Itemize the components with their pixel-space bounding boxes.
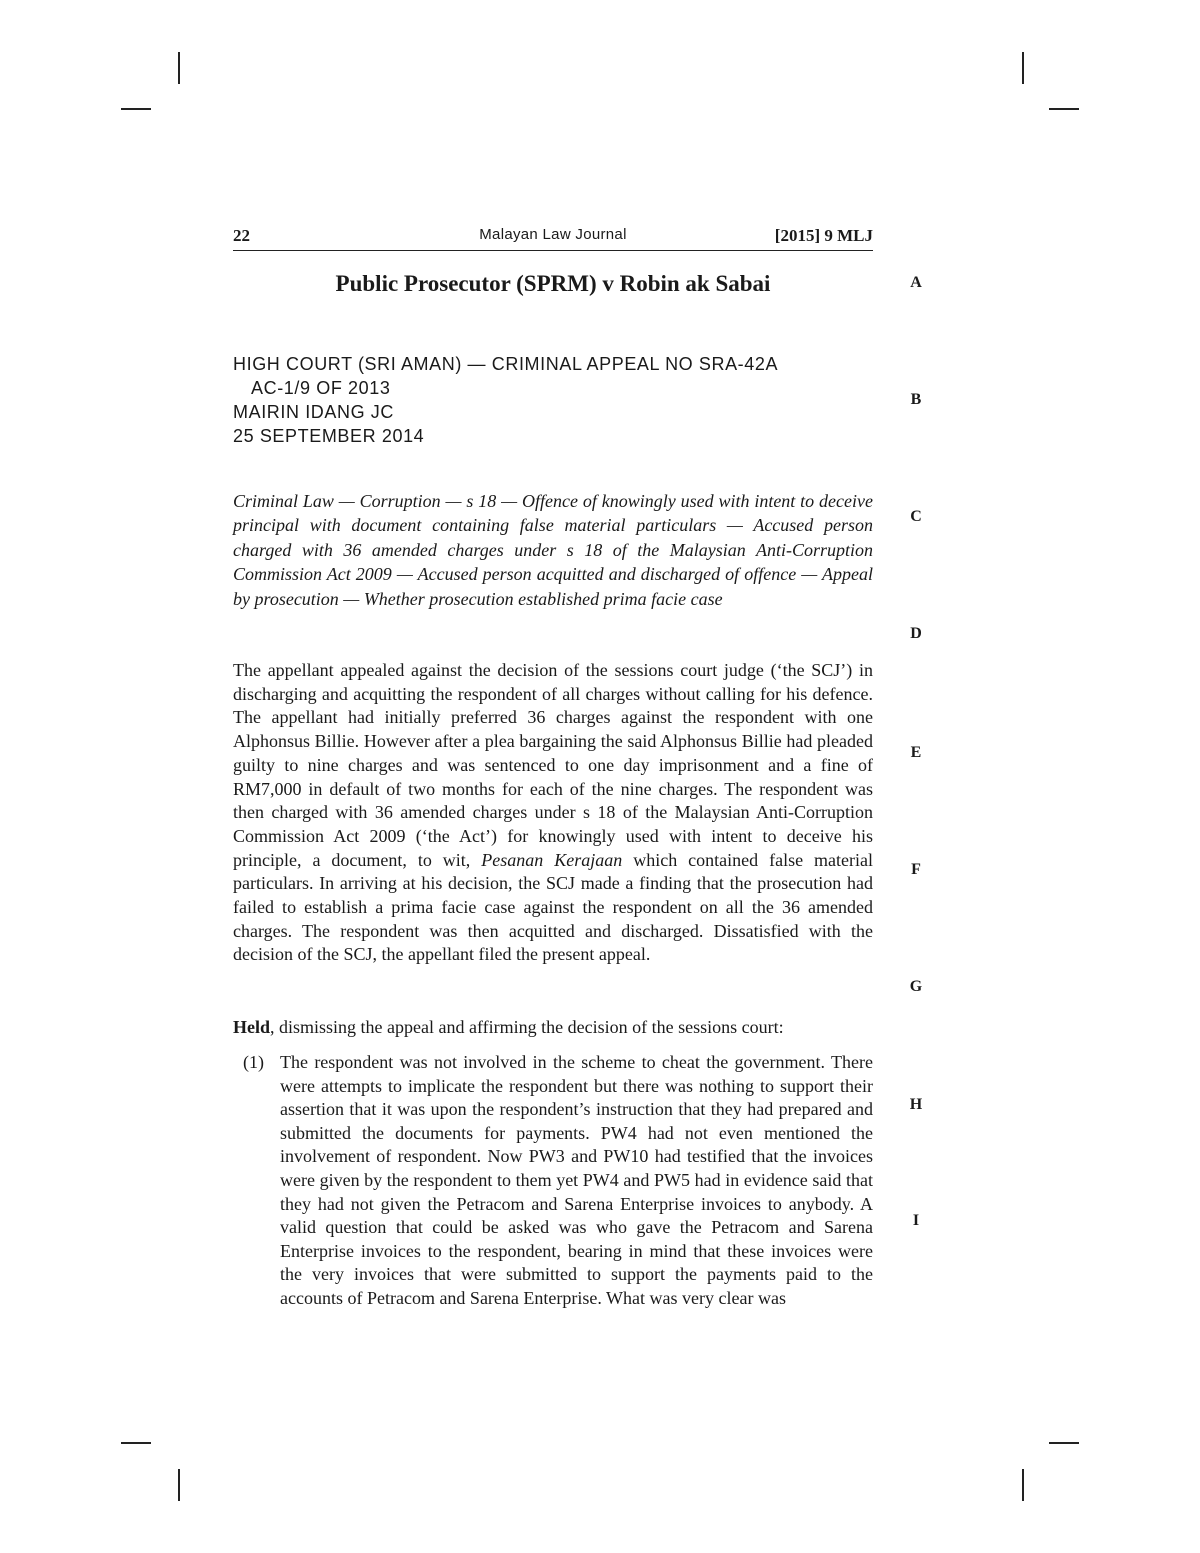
- margin-letter-e: E: [910, 744, 922, 761]
- case-summary: [233, 659, 873, 967]
- decision-date: 25 SEPTEMBER 2014: [233, 426, 425, 446]
- crop-mark-bottom-right-horizontal: [1049, 1442, 1079, 1444]
- crop-mark-top-right-horizontal: [1049, 108, 1079, 110]
- judge-name: MAIRIN IDANG JC: [233, 402, 395, 422]
- margin-letter-f: F: [911, 861, 921, 878]
- summary-part-2: which contained false material particulars. In arriving at his decision, the SCJ made a finding that the prosecution had failed to establish a prima facie case against the respondent on all the 36 amended charges. The respondent was then acquitted and discharged. Dissatisfied with the decision of the SCJ, the appellant filed the present appeal.: [233, 849, 874, 965]
- held-point-number: (1): [243, 1052, 264, 1072]
- held-point: [233, 1051, 873, 1311]
- catchwords: Criminal Law — Corruption — s 18 — Offence of knowingly used with intent to deceive principal with document containing false material particulars — Accused person charged with 36 amended charges under s 18 of the Malaysian Anti-Corruption Commission Act 2009 — Accused person acquitted and discharged of offence — Appeal by prosecution — Whether prosecution established prima facie case: [233, 491, 873, 609]
- held-label: Held: [233, 1017, 271, 1037]
- summary-part-1: The appellant appealed against the decision of the sessions court judge (‘the SCJ’) in discharging and acquitting the respondent of all charges without calling for his defence. The appellant had initially preferred 36 charges against the respondent with one Alphonsus Billie. However after a plea bargaining the said Alphonsus Billie had pleaded guilty to nine charges and was sentenced to one day imprisonment and a fine of RM7,000 in default of two months for each of the nine charges. The respondent was then charged with 36 amended charges under s 18 of the Malaysian Anti-Corruption Commission Act 2009 (‘the Act’) for knowingly used with intent to deceive his principle, a document, to wit,: [233, 660, 873, 870]
- margin-letter-a: A: [910, 274, 922, 291]
- summary-italic-term: Pesanan Kerajaan: [481, 849, 623, 870]
- crop-mark-bottom-left-horizontal: [121, 1442, 151, 1444]
- case-title: Public Prosecutor (SPRM) v Robin ak Sabai: [335, 271, 771, 296]
- court-info: [233, 352, 873, 448]
- crop-mark-top-left-horizontal: [121, 108, 151, 110]
- held-line: [233, 1015, 873, 1039]
- journal-citation: [2015] 9 MLJ: [774, 226, 873, 245]
- running-header: [233, 226, 873, 251]
- margin-letter-h: H: [909, 1096, 923, 1113]
- court-line-2: AC-1/9 OF 2013: [251, 378, 391, 398]
- held-point-text: The respondent was not involved in the scheme to cheat the government. There were attempts to implicate the respondent but there was nothing to support their assertion that it was upon the respondent’s instruction that they had prepared and submitted the documents for payments. PW4 had not even mentioned the involvement of respondent. Now PW3 and PW10 had testified that the invoices were given by the respondent to them yet PW4 and PW5 had in evidence said that they had not given the Petracom and Sarena Enterprise invoices to anybody. A valid question that could be asked was who gave the Petracom and Sarena Enterprise invoices to the respondent, bearing in mind that these invoices were the very invoices that were submitted to support the payments paid to the accounts of Petracom and Sarena Enterprise. What was very clear was: [280, 1052, 873, 1308]
- margin-letter-i: I: [912, 1212, 920, 1229]
- margin-letter-c: C: [910, 508, 922, 525]
- court-line-1: HIGH COURT (SRI AMAN) — CRIMINAL APPEAL NO SRA-42A: [233, 354, 779, 374]
- journal-name: Malayan Law Journal: [479, 226, 627, 243]
- crop-mark-top-left-vertical: [178, 52, 180, 84]
- margin-letter-d: D: [910, 625, 922, 642]
- page-number: 22: [233, 226, 250, 245]
- margin-letter-g: G: [909, 978, 923, 995]
- crop-mark-bottom-right-vertical: [1022, 1469, 1024, 1501]
- margin-letter-b: B: [910, 391, 922, 408]
- held-text: , dismissing the appeal and affirming the decision of the sessions court:: [270, 1017, 784, 1037]
- crop-mark-bottom-left-vertical: [178, 1469, 180, 1501]
- crop-mark-top-right-vertical: [1022, 52, 1024, 84]
